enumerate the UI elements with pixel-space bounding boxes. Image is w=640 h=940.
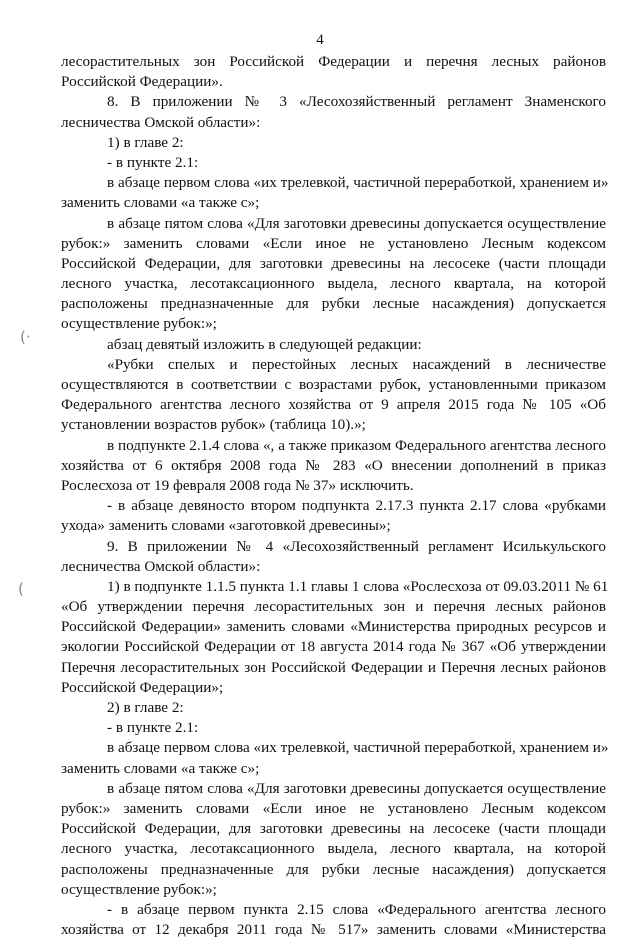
text-line: лесничества Омской области»: [61,113,261,131]
text-line: лесорастительных зон Российской Федерации и перечня лесных районов [61,53,606,70]
text-line: 8. В приложении № 3 «Лесохозяйственный регламент Знаменского [107,93,606,111]
text-line: 1) в подпункте 1.1.5 пункта 1.1 главы 1 слова «Рослесхоза от 09.03.2011 № 61 [107,577,609,595]
text-line: лесного участка, лесотаксационного выдела, лесного квартала, на которой [61,840,606,858]
text-line: ухода» заменить словами «заготовкой древесины»; [61,517,391,535]
text-line: рубок:» заменить словами «Если иное не установлено Лесным кодексом [61,799,606,817]
text-line: лесного участка, лесотаксационного выдела, лесного квартала, на которой [61,275,606,293]
text-line: 9. В приложении № 4 «Лесохозяйственный регламент Исилькульского [107,537,606,555]
text-line: Федерального агентства лесного хозяйства от 9 апреля 2015 года № 105 «Об [61,396,606,414]
text-line: - в пункте 2.1: [107,153,199,171]
text-line: осуществляются в соответствии с возрастами рубок, установленными приказом [61,376,606,393]
text-line: рубок:» заменить словами «Если иное не установлено Лесным кодексом [61,234,606,252]
text-line: в абзаце первом слова «их трелевкой, частичной переработкой, хранением и» [107,174,609,192]
text-line: Российской Федерации»; [61,678,224,696]
text-line: установлении возрастов рубок» (таблица 10).»; [61,416,366,434]
text-line: расположены предназначенные для рубки лесные насаждения) допускается [61,860,606,878]
text-line: абзац девятый изложить в следующей редакции: [107,335,422,353]
margin-mark-top: (· [20,328,31,346]
text-line: Российской Федерации» заменить словами «Министерства природных ресурсов и [61,618,606,636]
text-line: хозяйства от 12 декабря 2011 года № 517» заменить словами «Министерства [61,921,606,939]
text-line: в подпункте 2.1.4 слова «, а также приказом Федерального агентства лесного [107,436,606,454]
text-line: в абзаце первом слова «их трелевкой, частичной переработкой, хранением и» [107,739,609,757]
document-text [61,52,609,940]
text-line: Российской Федерации». [61,73,223,91]
text-line: 1) в главе 2: [107,133,184,151]
margin-mark-bottom: ( [18,580,24,598]
text-line: Рослесхоза от 19 февраля 2008 года № 37» исключить. [61,476,414,494]
text-line: осуществление рубок:»; [61,315,217,333]
text-line: заменить словами «а также с»; [61,194,260,212]
text-line: 2) в главе 2: [107,699,184,716]
text-line: заменить словами «а также с»; [61,759,260,777]
page-number: 4 [316,32,324,48]
text-line: лесничества Омской области»: [61,557,261,575]
text-line: хозяйства от 6 октября 2008 года № 283 «О внесении дополнений в приказ [61,456,606,474]
text-line: в абзаце пятом слова «Для заготовки древесины допускается осуществление [107,779,606,797]
text-line: в абзаце пятом слова «Для заготовки древесины допускается осуществление [107,214,606,232]
text-line: Российской Федерации, для заготовки древесины на лесосеке (части площади [61,820,606,838]
text-line: Перечня лесорастительных зон Российской Федерации и Перечня лесных районов [61,658,606,676]
text-line: - в абзаце девяносто втором подпункта 2.17.3 пункта 2.17 слова «рубками [107,497,606,515]
text-line: осуществление рубок:»; [61,880,217,898]
text-line: экологии Российской Федерации от 18 августа 2014 года № 367 «Об утверждении [61,638,606,656]
text-line: расположены предназначенные для рубки лесные насаждения) допускается [61,295,606,313]
text-line: «Рубки спелых и перестойных лесных насаждений в лесничестве [107,355,606,373]
text-line: Российской Федерации, для заготовки древесины на лесосеке (части площади [61,254,606,272]
text-line: «Об утверждении перечня лесорастительных зон и перечня лесных районов [61,598,606,616]
text-line: - в абзаце первом пункта 2.15 слова «Федерального агентства лесного [107,900,606,918]
text-line: - в пункте 2.1: [107,719,199,737]
